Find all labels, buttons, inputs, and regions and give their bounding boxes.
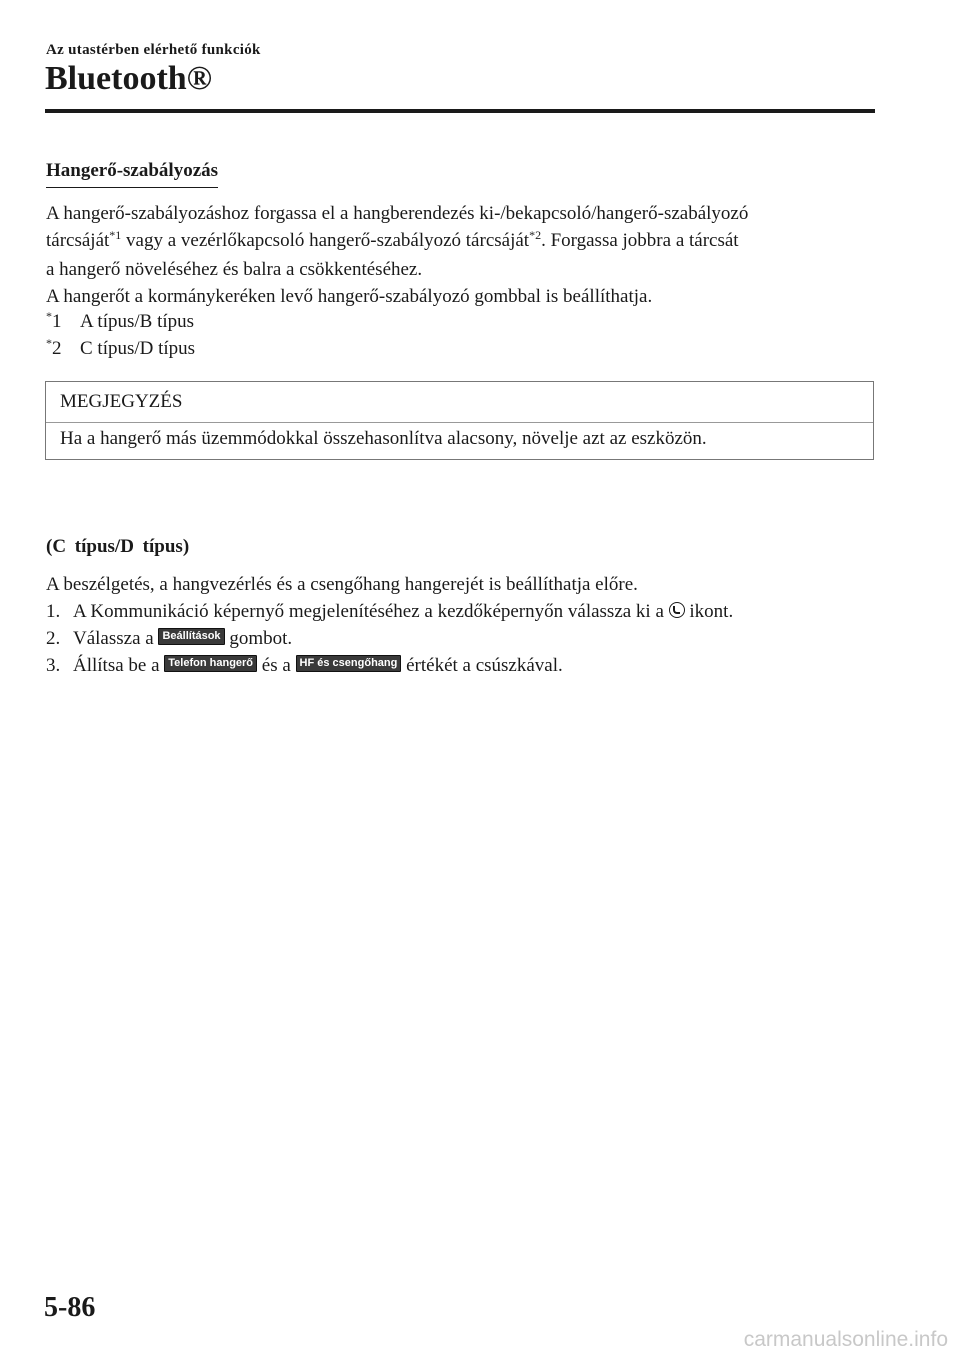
- page-number: 5-86: [44, 1292, 96, 1323]
- step-2: 2. Válassza a Beállítások gombot.: [46, 628, 293, 649]
- note-box: [45, 381, 874, 460]
- footnote-1: *1 A típus/B típus: [46, 309, 195, 332]
- step-3: 3. Állítsa be a Telefon hangerő és a HF és csengőhang értékét a csúszkával.: [46, 655, 563, 676]
- hf-ringtone-label: HF és csengőhang: [296, 655, 402, 672]
- step-1: 1. A Kommunikáció képernyő megjelenítéséhez a kezdőképernyőn válassza ki a ikont.: [46, 601, 734, 622]
- phone-icon: [669, 602, 685, 618]
- cd-intro: A beszélgetés, a hangvezérlés és a csengőhang hangerejét is beállíthatja előre.: [46, 574, 638, 595]
- settings-button-label: Beállítások: [158, 628, 224, 645]
- footnote-ref-1: *1: [109, 228, 122, 242]
- section-kicker: Az utastérben elérhető funkciók: [46, 42, 261, 58]
- phone-volume-label: Telefon hangerő: [164, 655, 257, 672]
- footnote-2: *2 C típus/D típus: [46, 336, 196, 359]
- header-rule: [45, 109, 875, 113]
- note-text: Ha a hangerő más üzemmódokkal összehasonlítva alacsony, növelje azt az eszközön.: [60, 428, 707, 449]
- note-title: MEGJEGYZÉS: [46, 382, 873, 423]
- cd-type-heading: (C típus/D típus): [46, 536, 190, 557]
- footnote-ref-2: *2: [529, 228, 542, 242]
- watermark: carmanualsonline.info: [743, 1328, 948, 1351]
- chapter-title: Bluetooth®: [45, 60, 213, 97]
- volume-heading: Hangerő-szabályozás: [46, 160, 218, 188]
- volume-paragraph: A hangerő-szabályozáshoz forgassa el a hangberendezés ki-/bekapcsoló/hangerő-szabályozó tárcsáját$^{*1}$ vagy a vezérlőkapcsoló hangerő-szabályozó tárcsáját$^{*2}$. Forgassa jobbra a tárcsát a hangerő növeléséhez és balra a csökkentéséhez. A hangerőt a kormánykeréken levő hangerő-szabályozó gombbal is beállíthatja.: [46, 203, 749, 307]
